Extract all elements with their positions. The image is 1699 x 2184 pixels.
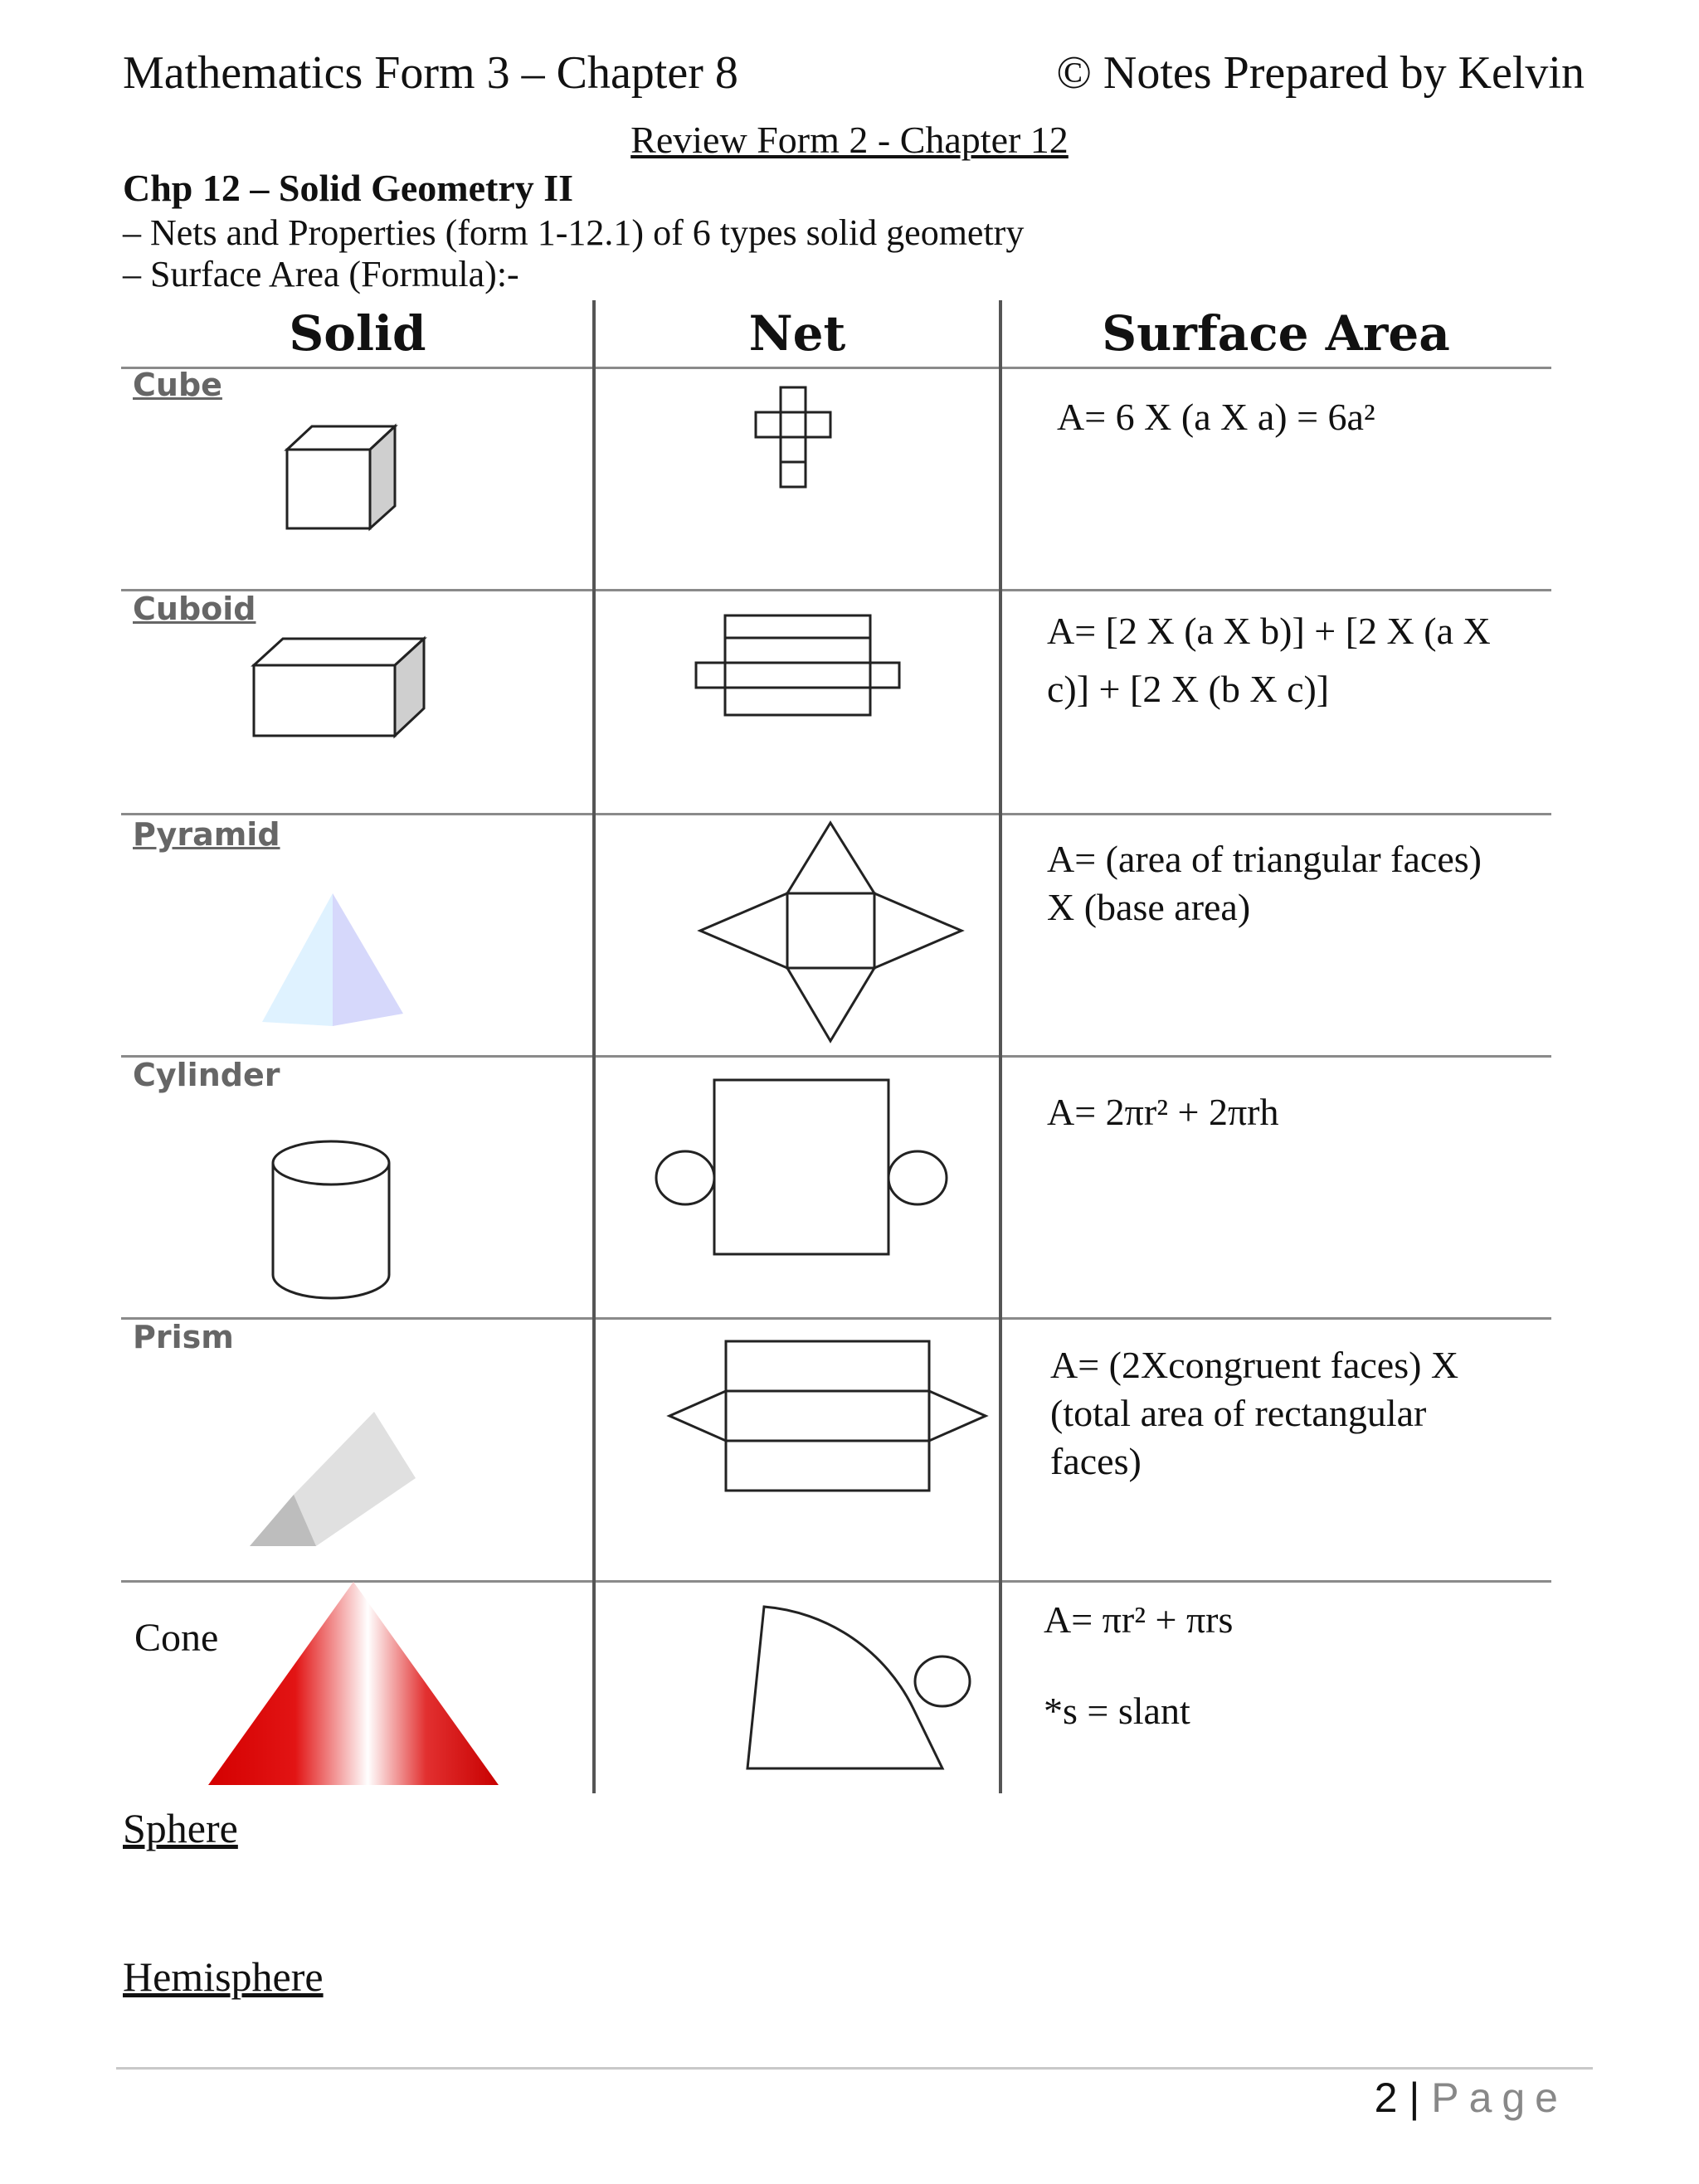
formula-line: faces) [1050, 1440, 1142, 1482]
formula-line: A= 6 X (a X a) = 6a² [1057, 396, 1375, 438]
row-divider [121, 589, 1551, 591]
formula-cube [1057, 393, 1375, 441]
chapter-title: Chp 12 – Solid Geometry II [123, 167, 574, 209]
header-solid: Solid [289, 305, 426, 362]
page-number: 2 [1374, 2075, 1398, 2121]
formula-line: (total area of rectangular [1050, 1392, 1427, 1434]
solid-name-cone: Cone [134, 1616, 219, 1660]
column-divider [592, 300, 596, 1793]
formula-line: A= (2Xcongruent faces) X [1050, 1344, 1459, 1386]
pyramid-drawing [254, 889, 411, 1030]
header-right: © Notes Prepared by Kelvin [1056, 47, 1585, 99]
cone-drawing [204, 1582, 503, 1797]
cylinder-drawing [269, 1138, 393, 1304]
page-footer [1375, 2074, 1568, 2122]
column-divider [999, 300, 1002, 1793]
solid-name-cube: Cube [133, 367, 222, 403]
sphere-heading: Sphere [123, 1805, 238, 1851]
page-label: Page [1431, 2075, 1568, 2121]
cube-drawing [270, 416, 403, 533]
header-surface-area: Surface Area [1102, 305, 1450, 362]
cone-net-drawing [743, 1603, 1009, 1777]
formula-line: A= πr² + πrs [1044, 1598, 1234, 1641]
formula-line: A= (area of triangular faces) [1047, 838, 1482, 880]
cube-net-drawing [752, 383, 826, 491]
header-net: Net [748, 305, 846, 362]
cylinder-net-drawing [634, 1076, 1007, 1300]
page-separator: | [1409, 2075, 1420, 2121]
solid-name-pyramid: Pyramid [133, 816, 280, 853]
formula-line: X (base area) [1047, 886, 1251, 928]
prism-net-drawing [665, 1337, 997, 1511]
header-left: Mathematics Form 3 – Chapter 8 [123, 47, 738, 99]
formula-pyramid [1047, 835, 1482, 931]
hemisphere-heading: Hemisphere [123, 1953, 324, 2000]
formula-prism [1050, 1341, 1458, 1486]
formula-line: c)] + [2 X (b X c)] [1047, 668, 1330, 710]
formula-cylinder [1047, 1088, 1278, 1136]
prism-drawing [246, 1403, 420, 1553]
surface-area-line: – Surface Area (Formula):- [123, 254, 519, 294]
solid-name-cuboid: Cuboid [133, 591, 256, 627]
formula-line: A= [2 X (a X b)] + [2 X (a X [1047, 610, 1491, 652]
footer-divider [116, 2067, 1593, 2070]
formula-cone [1044, 1596, 1233, 1735]
solid-name-cylinder: Cylinder [133, 1057, 280, 1093]
row-divider [121, 1055, 1551, 1058]
solid-name-prism: Prism [133, 1319, 234, 1355]
cuboid-drawing [246, 632, 428, 740]
formula-line: *s = slant [1044, 1690, 1190, 1732]
row-divider [121, 813, 1551, 815]
pyramid-net-drawing [696, 819, 970, 1047]
formula-line: A= 2πr² + 2πrh [1047, 1091, 1279, 1133]
row-divider [121, 367, 1551, 369]
review-link [0, 118, 1699, 162]
solids-table [121, 300, 1551, 1793]
nets-line: – Nets and Properties (form 1-12.1) of 6 types solid geometry [123, 212, 1025, 253]
row-divider [121, 1317, 1551, 1320]
review-text: Review Form 2 - Chapter 12 [630, 119, 1069, 161]
cuboid-net-drawing [696, 611, 903, 719]
formula-cuboid [1047, 607, 1491, 713]
